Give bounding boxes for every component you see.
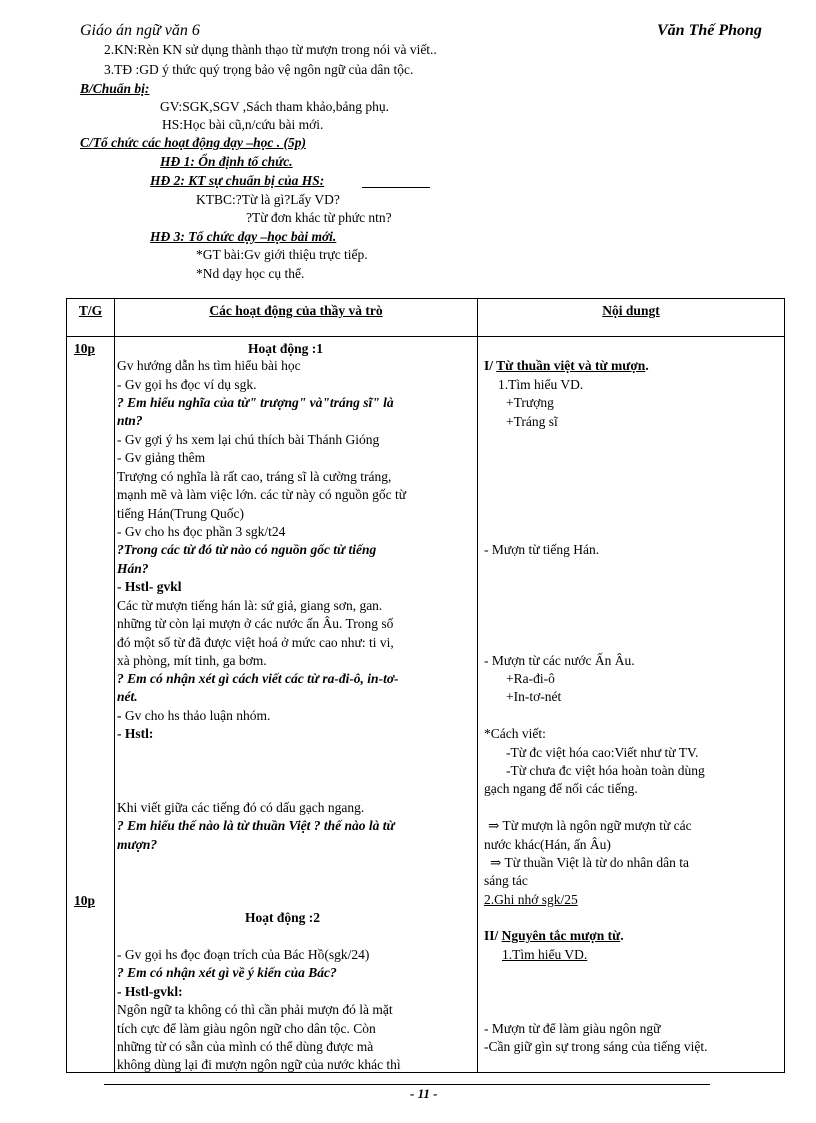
activity-line: Gv hướng dẫn hs tìm hiểu bài học — [117, 358, 301, 373]
content-line: nước khác(Hán, ấn Âu) — [484, 837, 611, 852]
lesson-intro: *GT bài:Gv giới thiệu trực tiếp. — [196, 247, 368, 262]
activity-line: xà phòng, mít tinh, ga bơm. — [117, 653, 267, 668]
activity-line: những từ có sẵn của mình có thể dùng được mà — [117, 1039, 374, 1054]
activities-column — [115, 337, 478, 1073]
answer-label: - Hstl- gvkl — [117, 579, 182, 594]
content-line: - Mượn từ để làm giàu ngôn ngữ — [484, 1021, 661, 1036]
answer-label: - Hstl-gvkl: — [117, 984, 183, 999]
section-activities: C/Tổ chức các hoạt động dạy –học . (5p) — [80, 135, 306, 150]
question-line: ?Trong các từ đó từ nào có nguồn gốc từ tiếng — [117, 542, 377, 557]
footer-rule — [104, 1084, 710, 1085]
question-line: ? Em có nhận xét gì về ý kiến của Bác? — [117, 965, 337, 980]
activity-line: những từ còn lại mượn ở các nước ấn Âu. Trong số — [117, 616, 394, 631]
col-header-time: T/G — [67, 299, 115, 337]
content-line: *Cách viết: — [484, 726, 546, 741]
content-line: -Từ chưa đc việt hóa hoàn toàn dùng — [506, 763, 705, 778]
content-line: -Cần giữ gìn sự trong sáng của tiếng việt. — [484, 1039, 708, 1054]
content-line: +Tráng sĩ — [506, 414, 558, 429]
content-section-2: II/ Nguyên tắc mượn từ. — [484, 928, 624, 943]
content-line: +In-tơ-nét — [506, 689, 562, 704]
content-line: - Mượn từ tiếng Hán. — [484, 542, 600, 557]
activity-line: Khi viết giữa các tiếng đó có dấu gạch ngang. — [117, 800, 365, 815]
content-line: ⇒ Từ thuần Việt là từ do nhân dân ta — [490, 855, 689, 870]
col-header-activities: Các hoạt động của thầy và trò — [115, 299, 478, 337]
activity-line: Các từ mượn tiếng hán là: sứ giả, giang sơn, gan. — [117, 598, 383, 613]
activity-1-title: HĐ 1: Ổn định tổ chức. — [160, 154, 293, 169]
content-line: 1.Tìm hiểu VD. — [498, 377, 584, 392]
question-line: ? Em hiểu thế nào là từ thuần Việt ? thế nào là từ — [117, 818, 395, 833]
activity-line: tích cực để làm giàu ngôn ngữ cho dân tộc. Còn — [117, 1021, 376, 1036]
content-line: -Từ đc việt hóa cao:Viết như từ TV. — [506, 745, 699, 760]
activity-heading-1: Hoạt động :1 — [248, 341, 324, 356]
header-subject: Giáo án ngữ văn 6 — [80, 22, 200, 39]
activity-line: - Gv gọi hs đọc đoạn trích của Bác Hồ(sgk/24) — [117, 947, 370, 962]
question-line: ? Em có nhận xét gì cách viết các từ ra-đi-ô, in-tơ- — [117, 671, 399, 686]
activity-line: - Gv cho hs đọc phần 3 sgk/t24 — [117, 524, 286, 539]
question-line: Hán? — [117, 561, 149, 576]
time-activity-2: 10p — [74, 893, 96, 908]
question-line: nét. — [117, 689, 138, 704]
content-line: ⇒ Từ mượn là ngôn ngữ mượn từ các — [488, 818, 692, 833]
question-line: ntn? — [117, 413, 143, 428]
content-line: +Ra-đi-ô — [506, 671, 555, 686]
activity-line: tiếng Hán(Trung Quốc) — [117, 506, 244, 521]
time-activity-1: 10p — [74, 341, 96, 356]
content-line: 1.Tìm hiểu VD. — [502, 947, 588, 962]
content-line: sáng tác — [484, 873, 528, 888]
check-question-2: ?Từ đơn khác từ phức ntn? — [246, 210, 392, 225]
activity-3-title: HĐ 3: Tổ chức dạy –học bài mới. — [150, 229, 337, 244]
lesson-table — [66, 298, 785, 1073]
content-line: - Mượn từ các nước Ấn Âu. — [484, 653, 635, 668]
activity-2-rule — [362, 187, 430, 188]
question-line: ? Em hiểu nghĩa của từ" trượng" và"tráng sĩ" là — [117, 395, 394, 410]
activity-line: - Gv cho hs thảo luận nhóm. — [117, 708, 271, 723]
content-line: gạch ngang để nối các tiếng. — [484, 781, 638, 796]
activity-line: mạnh mẽ và làm việc lớn. các từ này có nguồn gốc từ — [117, 487, 407, 502]
content-remember: 2.Ghi nhớ sgk/25 — [484, 892, 578, 907]
col-header-content: Nội dungt — [478, 299, 785, 337]
section-preparation: B/Chuẩn bị: — [80, 81, 150, 96]
time-column — [67, 337, 115, 1073]
lesson-content-note: *Nd dạy học cụ thể. — [196, 266, 305, 281]
activity-line: Trượng có nghĩa là rất cao, tráng sĩ là cường tráng, — [117, 469, 392, 484]
activity-line: - Gv gợi ý hs xem lại chú thích bài Thánh Gióng — [117, 432, 380, 447]
content-section-1: I/ Từ thuần việt và từ mượn. — [484, 358, 649, 373]
question-line: mượn? — [117, 837, 158, 852]
answer-label: - Hstl: — [117, 726, 154, 741]
objective-skill: 2.KN:Rèn KN sử dụng thành thạo từ mượn trong nói và viết.. — [104, 42, 437, 57]
activity-line: - Gv gọi hs đọc ví dụ sgk. — [117, 377, 257, 392]
activity-line: đó một số từ đã được việt hoá ở mức cao như: ti vi, — [117, 635, 394, 650]
page-number: - 11 - — [410, 1086, 438, 1101]
check-question-1: KTBC:?Từ là gì?Lấy VD? — [196, 192, 340, 207]
content-line: +Trượng — [506, 395, 554, 410]
activity-line: không dùng lại đi mượn ngôn ngữ của nước khác thì — [117, 1057, 401, 1072]
objective-attitude: 3.TĐ :GD ý thức quý trọng bảo vệ ngôn ngữ của dân tộc. — [104, 62, 414, 77]
content-column — [478, 337, 785, 1073]
header-author: Văn Thế Phong — [657, 22, 762, 39]
activity-heading-2: Hoạt động :2 — [245, 910, 321, 925]
prep-student: HS:Học bài cũ,n/cứu bài mới. — [162, 117, 324, 132]
prep-teacher: GV:SGK,SGV ,Sách tham khảo,bảng phụ. — [160, 99, 389, 114]
activity-2-title: HĐ 2: KT sự chuẩn bị của HS: — [150, 173, 325, 188]
activity-line: - Gv giảng thêm — [117, 450, 206, 465]
activity-line: Ngôn ngữ ta không có thì cần phải mượn đó là mặt — [117, 1002, 393, 1017]
